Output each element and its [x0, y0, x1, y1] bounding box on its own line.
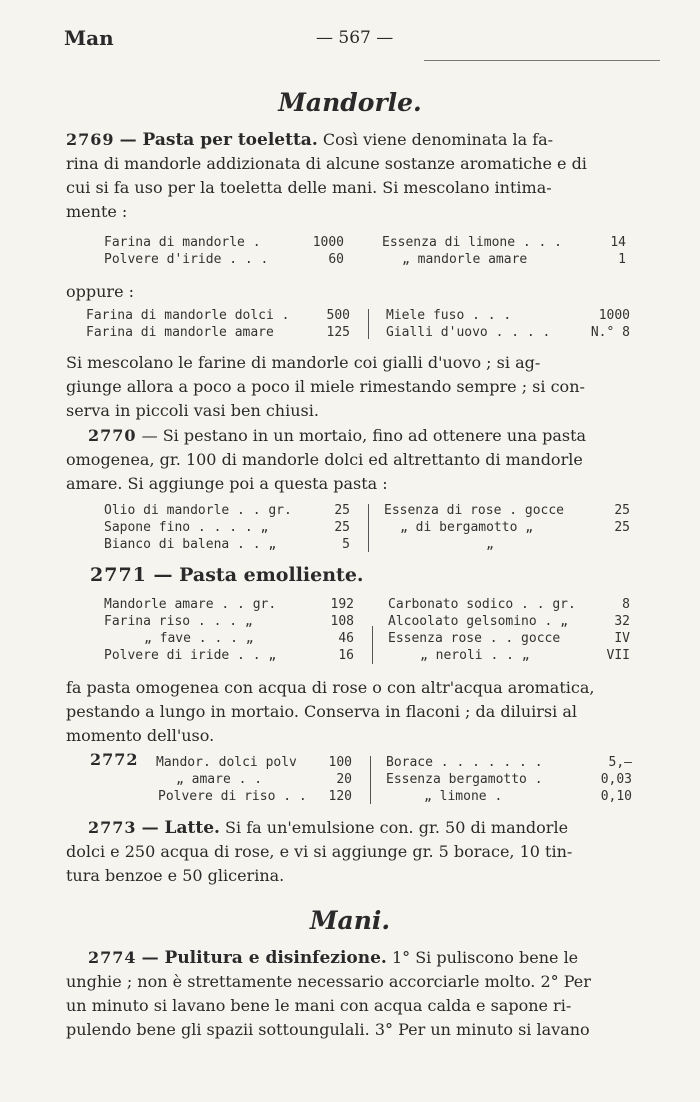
entry-number: 2770: [88, 426, 137, 445]
entry-number: 2771: [90, 564, 147, 586]
table-row: [104, 536, 634, 553]
table-row: [86, 307, 636, 324]
entry-number: 2769: [66, 130, 115, 149]
section-title-mani: Mani.: [309, 906, 391, 935]
ingredient-name: Farina di mandorle dolci .: [86, 308, 290, 323]
ingredient-qty: 100: [328, 755, 352, 770]
table-row: [104, 234, 634, 251]
column-divider: [368, 309, 369, 339]
ingredient-qty: 1000: [598, 308, 630, 323]
entry-number: 2773: [88, 818, 137, 837]
paragraph-line: momento dell'uso.: [66, 726, 215, 745]
ingredient-name: Farina riso . . . „: [104, 614, 253, 629]
ingredient-qty: 192: [330, 597, 354, 612]
ingredient-name: Essenza bergamotto .: [386, 772, 543, 787]
recipe-table-5: [156, 754, 636, 805]
ingredient-name: Essenza di rose . gocce: [384, 503, 565, 518]
paragraph-line: un minuto si lavano bene le mani con acqua calda e sapone ri-: [66, 996, 572, 1015]
ingredient-name: „ limone .: [424, 789, 503, 804]
entry-text: 1° Si puliscono bene le: [391, 948, 579, 967]
ingredient-qty: 25: [614, 520, 630, 535]
ingredient-name: „: [486, 537, 494, 552]
ingredient-name: „ amare . .: [176, 772, 263, 787]
ingredient-name: „ neroli . . „: [420, 648, 530, 663]
table-row: [156, 754, 636, 771]
column-divider: [372, 626, 373, 664]
ingredient-qty: 20: [336, 772, 352, 787]
paragraph-2774: [66, 946, 666, 1042]
ingredient-qty: 0,10: [600, 789, 632, 804]
ingredient-name: „ mandorle amare: [402, 252, 528, 267]
running-head: [64, 26, 660, 52]
paragraph-line: [66, 816, 666, 840]
page-number: — 567 —: [316, 28, 394, 48]
ingredient-name: Farina di mandorle amare: [86, 325, 274, 340]
ingredient-qty: 125: [326, 325, 350, 340]
entry-number: 2772: [90, 750, 139, 769]
header-rule: [424, 60, 660, 61]
entry-text: — Si pestano in un mortaio, fino ad ottenere una pasta: [141, 426, 587, 445]
recipe-table-2: [86, 307, 636, 341]
paragraph-line: mente :: [66, 202, 128, 221]
table-row: [104, 519, 634, 536]
ingredient-name: Polvere di iride . . „: [104, 648, 277, 663]
ingredient-qty: 5,—: [608, 755, 632, 770]
ingredient-name: Carbonato sodico . . gr.: [388, 597, 576, 612]
paragraph-line: [66, 128, 666, 152]
entry-number: 2774: [88, 948, 137, 967]
recipe-table-3: [104, 502, 634, 553]
ingredient-name: „ fave . . . „: [144, 631, 254, 646]
ingredient-qty: 1: [618, 252, 626, 267]
ingredient-name: Farina di mandorle .: [104, 235, 261, 250]
paragraph-line: omogenea, gr. 100 di mandorle dolci ed altrettanto di mandorle: [66, 450, 583, 469]
ingredient-qty: N.° 8: [590, 325, 630, 340]
entry-title: — Latte.: [141, 818, 220, 838]
table-row: [86, 324, 636, 341]
paragraph-line: rina di mandorle addizionata di alcune sostanze aromatiche e di: [66, 154, 587, 173]
ingredient-qty: 16: [338, 648, 354, 663]
paragraph-2773: [66, 816, 666, 888]
paragraph-line: amare. Si aggiunge poi a questa pasta :: [66, 474, 388, 493]
paragraph-line: unghie ; non è strettamente necessario accorciarle molto. 2° Per: [66, 972, 591, 991]
entry-2772-number: [90, 750, 139, 769]
ingredient-qty: 120: [328, 789, 352, 804]
ingredient-qty: 5: [342, 537, 350, 552]
paragraph-line: [66, 424, 666, 448]
column-divider: [368, 504, 369, 552]
paragraph-preparation: [66, 351, 666, 423]
ingredient-name: Mandor. dolci polv: [156, 755, 297, 770]
ingredient-name: Alcoolato gelsomino . „: [388, 614, 569, 629]
running-head-left: Man: [64, 26, 114, 50]
ingredient-name: Essenza di limone . . .: [382, 235, 563, 250]
paragraph-line: pulendo bene gli spazii sottoungulali. 3° Per un minuto si lavano: [66, 1020, 590, 1039]
paragraph-line: Si mescolano le farine di mandorle coi gialli d'uovo ; si ag-: [66, 353, 541, 372]
paragraph-2770: [66, 424, 666, 496]
recipe-table-1: [104, 234, 634, 268]
table-row: [104, 502, 634, 519]
paragraph-line: serva in piccoli vasi ben chiusi.: [66, 401, 319, 420]
ingredient-qty: 60: [328, 252, 344, 267]
column-divider: [370, 756, 371, 804]
ingredient-name: Polvere d'iride . . .: [104, 252, 269, 267]
entry-title: — Pasta per toeletta.: [119, 130, 318, 150]
paragraph-line: fa pasta omogenea con acqua di rose o con altr'acqua aromatica,: [66, 678, 595, 697]
ingredient-qty: 8: [622, 597, 630, 612]
entry-text: Si fa un'emulsione con. gr. 50 di mandorle: [225, 818, 569, 837]
ingredient-name: Mandorle amare . . gr.: [104, 597, 277, 612]
ingredient-qty: 500: [326, 308, 350, 323]
ingredient-qty: 108: [330, 614, 354, 629]
ingredient-name: Olio di mandorle . . gr.: [104, 503, 292, 518]
paragraph-line: oppure :: [66, 282, 135, 301]
paragraph-line: pestando a lungo in mortaio. Conserva in flaconi ; da diluirsi al: [66, 702, 577, 721]
ingredient-qty: 25: [334, 503, 350, 518]
ingredient-qty: IV: [614, 631, 630, 646]
table-row: [104, 613, 634, 630]
ingredient-qty: VII: [606, 648, 630, 663]
oppure-line: [66, 280, 666, 304]
table-row: [104, 251, 634, 268]
ingredient-qty: 25: [334, 520, 350, 535]
table-row: [104, 630, 634, 647]
ingredient-name: Gialli d'uovo . . . .: [386, 325, 551, 340]
paragraph-line: tura benzoe e 50 glicerina.: [66, 866, 285, 885]
entry-text: Così viene denominata la fa-: [322, 130, 554, 149]
ingredient-qty: 25: [614, 503, 630, 518]
ingredient-name: Borace . . . . . . .: [386, 755, 543, 770]
ingredient-name: „ di bergamotto „: [400, 520, 534, 535]
ingredient-name: Bianco di balena . . „: [104, 537, 277, 552]
paragraph-2769: [66, 128, 666, 224]
entry-2771-heading: [90, 564, 364, 586]
ingredient-name: Miele fuso . . .: [386, 308, 512, 323]
paragraph-line: giunge allora a poco a poco il miele rimestando sempre ; si con-: [66, 377, 585, 396]
recipe-table-4: [104, 596, 634, 664]
ingredient-name: Polvere di riso . .: [158, 789, 307, 804]
section-title-mandorle: Mandorle.: [278, 88, 422, 117]
paragraph-instructions-2771: [66, 676, 666, 748]
entry-title: — Pasta emolliente.: [153, 564, 364, 586]
ingredient-qty: 0,03: [600, 772, 632, 787]
ingredient-qty: 46: [338, 631, 354, 646]
ingredient-name: Essenza rose . . gocce: [388, 631, 561, 646]
table-row: [104, 647, 634, 664]
ingredient-qty: 32: [614, 614, 630, 629]
ingredient-qty: 1000: [312, 235, 344, 250]
paragraph-line: cui si fa uso per la toeletta delle mani. Si mescolano intima-: [66, 178, 552, 197]
entry-title: — Pulitura e disinfezione.: [141, 948, 387, 968]
table-row: [156, 771, 636, 788]
ingredient-qty: 14: [610, 235, 626, 250]
table-row: [156, 788, 636, 805]
paragraph-line: [66, 946, 666, 970]
ingredient-name: Sapone fino . . . . „: [104, 520, 269, 535]
paragraph-line: dolci e 250 acqua di rose, e vi si aggiunge gr. 5 borace, 10 tin-: [66, 842, 573, 861]
table-row: [104, 596, 634, 613]
